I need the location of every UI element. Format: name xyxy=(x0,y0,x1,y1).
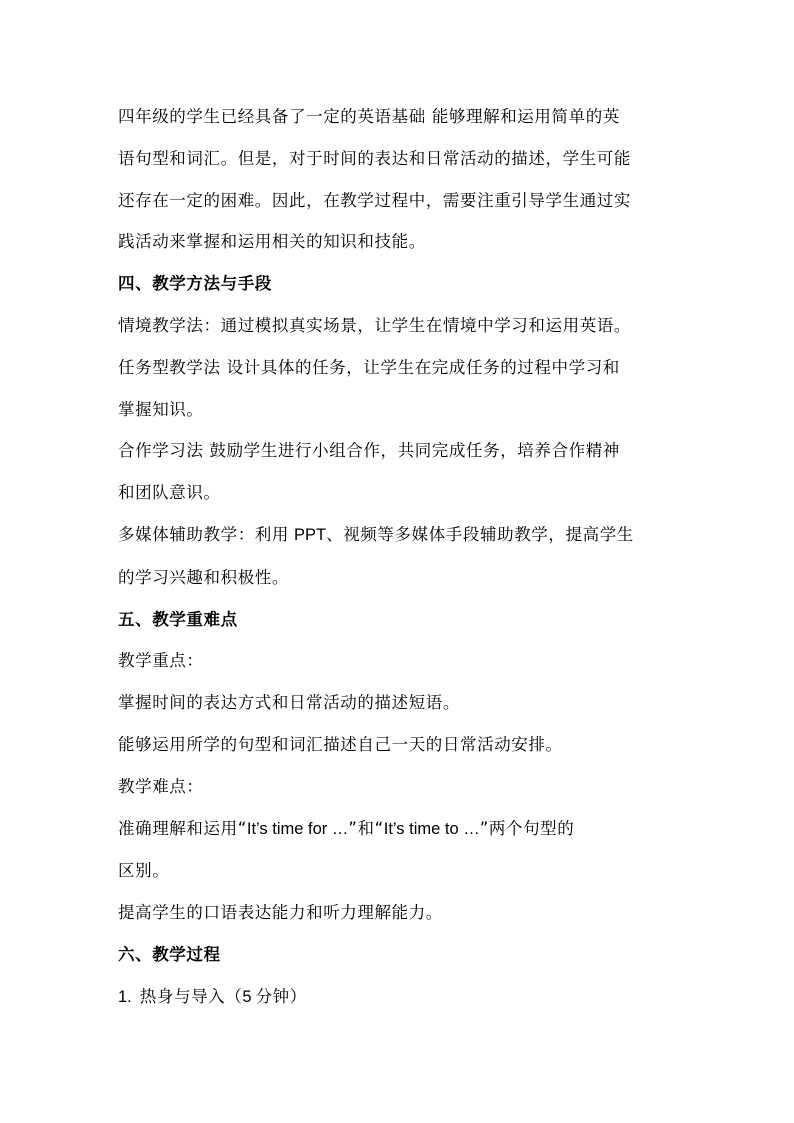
text-run: It’s time to … xyxy=(383,819,480,838)
paragraph-line xyxy=(118,347,678,389)
text-run: 多媒体辅助教学：利用 xyxy=(118,524,289,544)
section-heading: 六、教学过程 xyxy=(118,944,221,964)
paragraph-line: 还存在一定的困难。因此，在教学过程中，需要注重引导学生通过实 xyxy=(118,190,631,210)
text-run: 合作学习法 xyxy=(118,441,204,461)
paragraph-line xyxy=(118,808,678,851)
step-number: 1. xyxy=(118,987,132,1006)
text-run: 四年级的学生已经具备了一定的英语基础 xyxy=(118,107,426,126)
paragraph-line: 的学习兴趣和积极性。 xyxy=(118,567,289,587)
text-run: 鼓励学生进行小组合作，共同完成任务，培养合作精神 xyxy=(209,441,620,461)
paragraph-line: 和团队意识。 xyxy=(118,483,221,503)
document-body xyxy=(118,96,678,1019)
paragraph-line xyxy=(118,96,678,138)
text-run: ”两个句型的 xyxy=(479,818,575,838)
text-run: 任务型教学法 xyxy=(118,357,221,377)
step-suffix: 分钟） xyxy=(255,986,307,1006)
step-minutes: 5 xyxy=(242,987,252,1006)
paragraph-line: 掌握时间的表达方式和日常活动的描述短语。 xyxy=(118,693,460,713)
text-run: 准确理解和运用“ xyxy=(118,818,247,838)
paragraph-line: 语句型和词汇。但是，对于时间的表达和日常活动的描述，学生可能 xyxy=(118,148,631,168)
paragraph-line xyxy=(118,430,678,472)
text-run: 、视频等多媒体手段辅助教学，提高学生 xyxy=(326,524,634,544)
paragraph-line: 提高学生的口语表达能力和听力理解能力。 xyxy=(118,903,443,923)
section-heading: 四、教学方法与手段 xyxy=(118,274,272,294)
paragraph-line: 践活动来掌握和运用相关的知识和技能。 xyxy=(118,232,426,252)
text-run: ”和“ xyxy=(348,818,384,838)
paragraph-line: 教学难点： xyxy=(118,776,204,796)
paragraph-line: 区别。 xyxy=(118,861,170,881)
section-heading: 五、教学重难点 xyxy=(118,609,238,629)
step-label: 热身与导入（ xyxy=(139,986,243,1006)
text-run: 设计具体的任务，让学生在完成任务的过程中学习和 xyxy=(226,357,620,377)
text-run: 能够理解和运用简单的英 xyxy=(431,107,620,126)
paragraph-line xyxy=(118,514,678,557)
text-run: PPT xyxy=(294,525,327,544)
paragraph-line: 情境教学法：通过模拟真实场景，让学生在情境中学习和运用英语。 xyxy=(118,315,631,335)
text-run: It’s time for … xyxy=(246,819,349,838)
paragraph-line: 教学重点： xyxy=(118,651,204,671)
paragraph-line: 掌握知识。 xyxy=(118,399,204,419)
paragraph-line: 能够运用所学的句型和词汇描述自己一天的日常活动安排。 xyxy=(118,734,563,754)
numbered-step xyxy=(118,976,678,1019)
